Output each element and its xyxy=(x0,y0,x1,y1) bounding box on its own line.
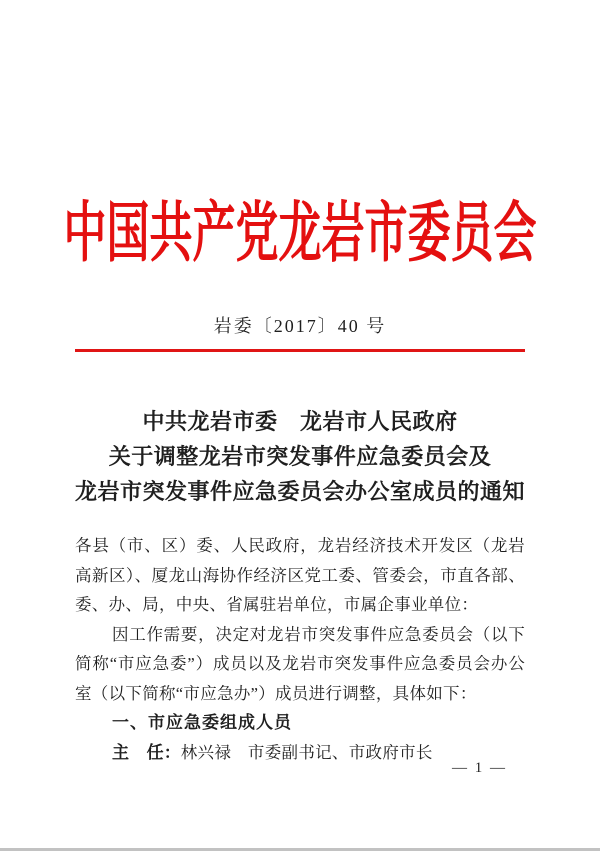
director-name-and-title: 林兴禄 市委副书记、市政府市长 xyxy=(180,742,433,762)
director-role-colon: ： xyxy=(163,742,181,762)
document-title-line-3: 龙岩市突发事件应急委员会办公室成员的通知 xyxy=(74,479,525,504)
page-number: — 1 — xyxy=(452,760,507,776)
document-body xyxy=(75,531,525,767)
document-title-line-1: 中共龙岩市委 龙岩市人民政府 xyxy=(142,409,458,434)
salutation-line: 各县（市、区）委、人民政府，龙岩经济技术开发区（龙岩 xyxy=(75,536,525,555)
section-1-heading: 一、市应急委组成人员 xyxy=(112,713,292,732)
intro-paragraph-line: 简称“市应急委”）成员以及龙岩市突发事件应急委员会办公 xyxy=(75,654,525,673)
intro-paragraph-line: 因工作需要，决定对龙岩市突发事件应急委员会（以下 xyxy=(112,624,525,644)
document-title-line-2: 关于调整龙岩市突发事件应急委员会及 xyxy=(108,444,492,469)
director-role-label: 主 任 xyxy=(112,742,164,762)
document-title xyxy=(0,404,600,509)
letterhead-org-title: 中国共产党龙岩市委员会 xyxy=(63,198,537,271)
salutation-line: 委、办、局，中央、省属驻岩单位，市属企事业单位： xyxy=(75,595,479,614)
document-number: 岩委〔2017〕40 号 xyxy=(213,316,387,336)
salutation-line: 高新区）、厦龙山海协作经济区党工委、管委会，市直各部、 xyxy=(75,565,525,585)
intro-paragraph-line: 室（以下简称“市应急办”）成员进行调整，具体如下： xyxy=(75,683,477,703)
letterhead-divider-line xyxy=(75,349,525,352)
